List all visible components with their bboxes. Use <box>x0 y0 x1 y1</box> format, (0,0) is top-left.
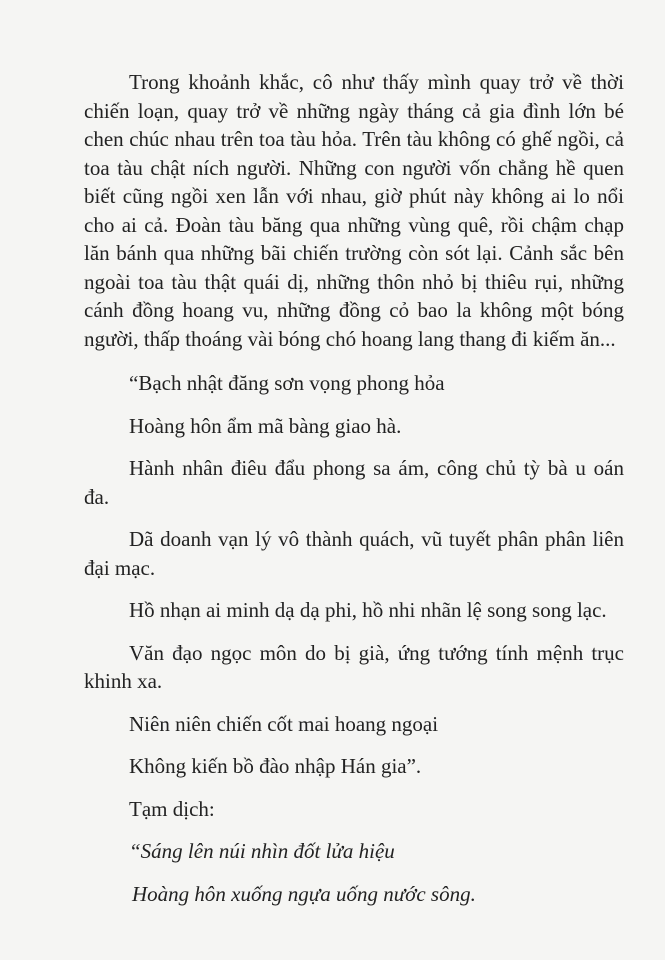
paragraph-intro: Trong khoảnh khắc, cô như thấy mình quay trở về thời chiến loạn, quay trở về những ngày tháng cả gia đình lớn bé chen chúc nhau trên toa tàu hỏa. Trên tàu không có ghế ngồi, cả toa tàu chật ních người. Những con người vốn chẳng hề quen biết cũng ngồi xen lẫn với nhau, giờ phút này không ai lo nổi cho ai cả. Đoàn tàu băng qua những vùng quê, rồi chậm chạp lăn bánh qua những bãi chiến trường còn sót lại. Cảnh sắc bên ngoài toa tàu thật quái dị, những thôn nhỏ bị thiêu rụi, những cánh đồng hoang vu, những đồng cỏ bao la không một bóng người, thấp thoáng vài bóng chó hoang lang thang đi kiếm ăn... <box>84 70 624 351</box>
poem-line-6: Văn đạo ngọc môn do bị già, ứng tướng tính mệnh trục khinh xa. <box>84 640 624 693</box>
text-body <box>84 68 624 922</box>
translation-line-2: Hoàng hôn xuống ngựa uống nước sông. <box>132 881 476 906</box>
poem-line-2: Hoàng hôn ẩm mã bàng giao hà. <box>129 413 402 438</box>
poem-line-1: “Bạch nhật đăng sơn vọng phong hỏa <box>129 371 445 395</box>
poem-line-7: Niên niên chiến cốt mai hoang ngoại <box>129 711 439 736</box>
translation-line-1: “Sáng lên núi nhìn đốt lửa hiệu <box>129 839 395 863</box>
translation-label: Tạm dịch: <box>129 796 215 821</box>
poem-line-8: Không kiến bồ đào nhập Hán gia”. <box>129 754 422 778</box>
poem-line-5: Hồ nhạn ai minh dạ dạ phi, hồ nhi nhãn lệ song song lạc. <box>129 598 607 622</box>
poem-line-3: Hành nhân điêu đẩu phong sa ám, công chủ tỳ bà u oán đa. <box>84 456 624 509</box>
poem-line-4: Dã doanh vạn lý vô thành quách, vũ tuyết phân phân liên đại mạc. <box>84 527 624 580</box>
